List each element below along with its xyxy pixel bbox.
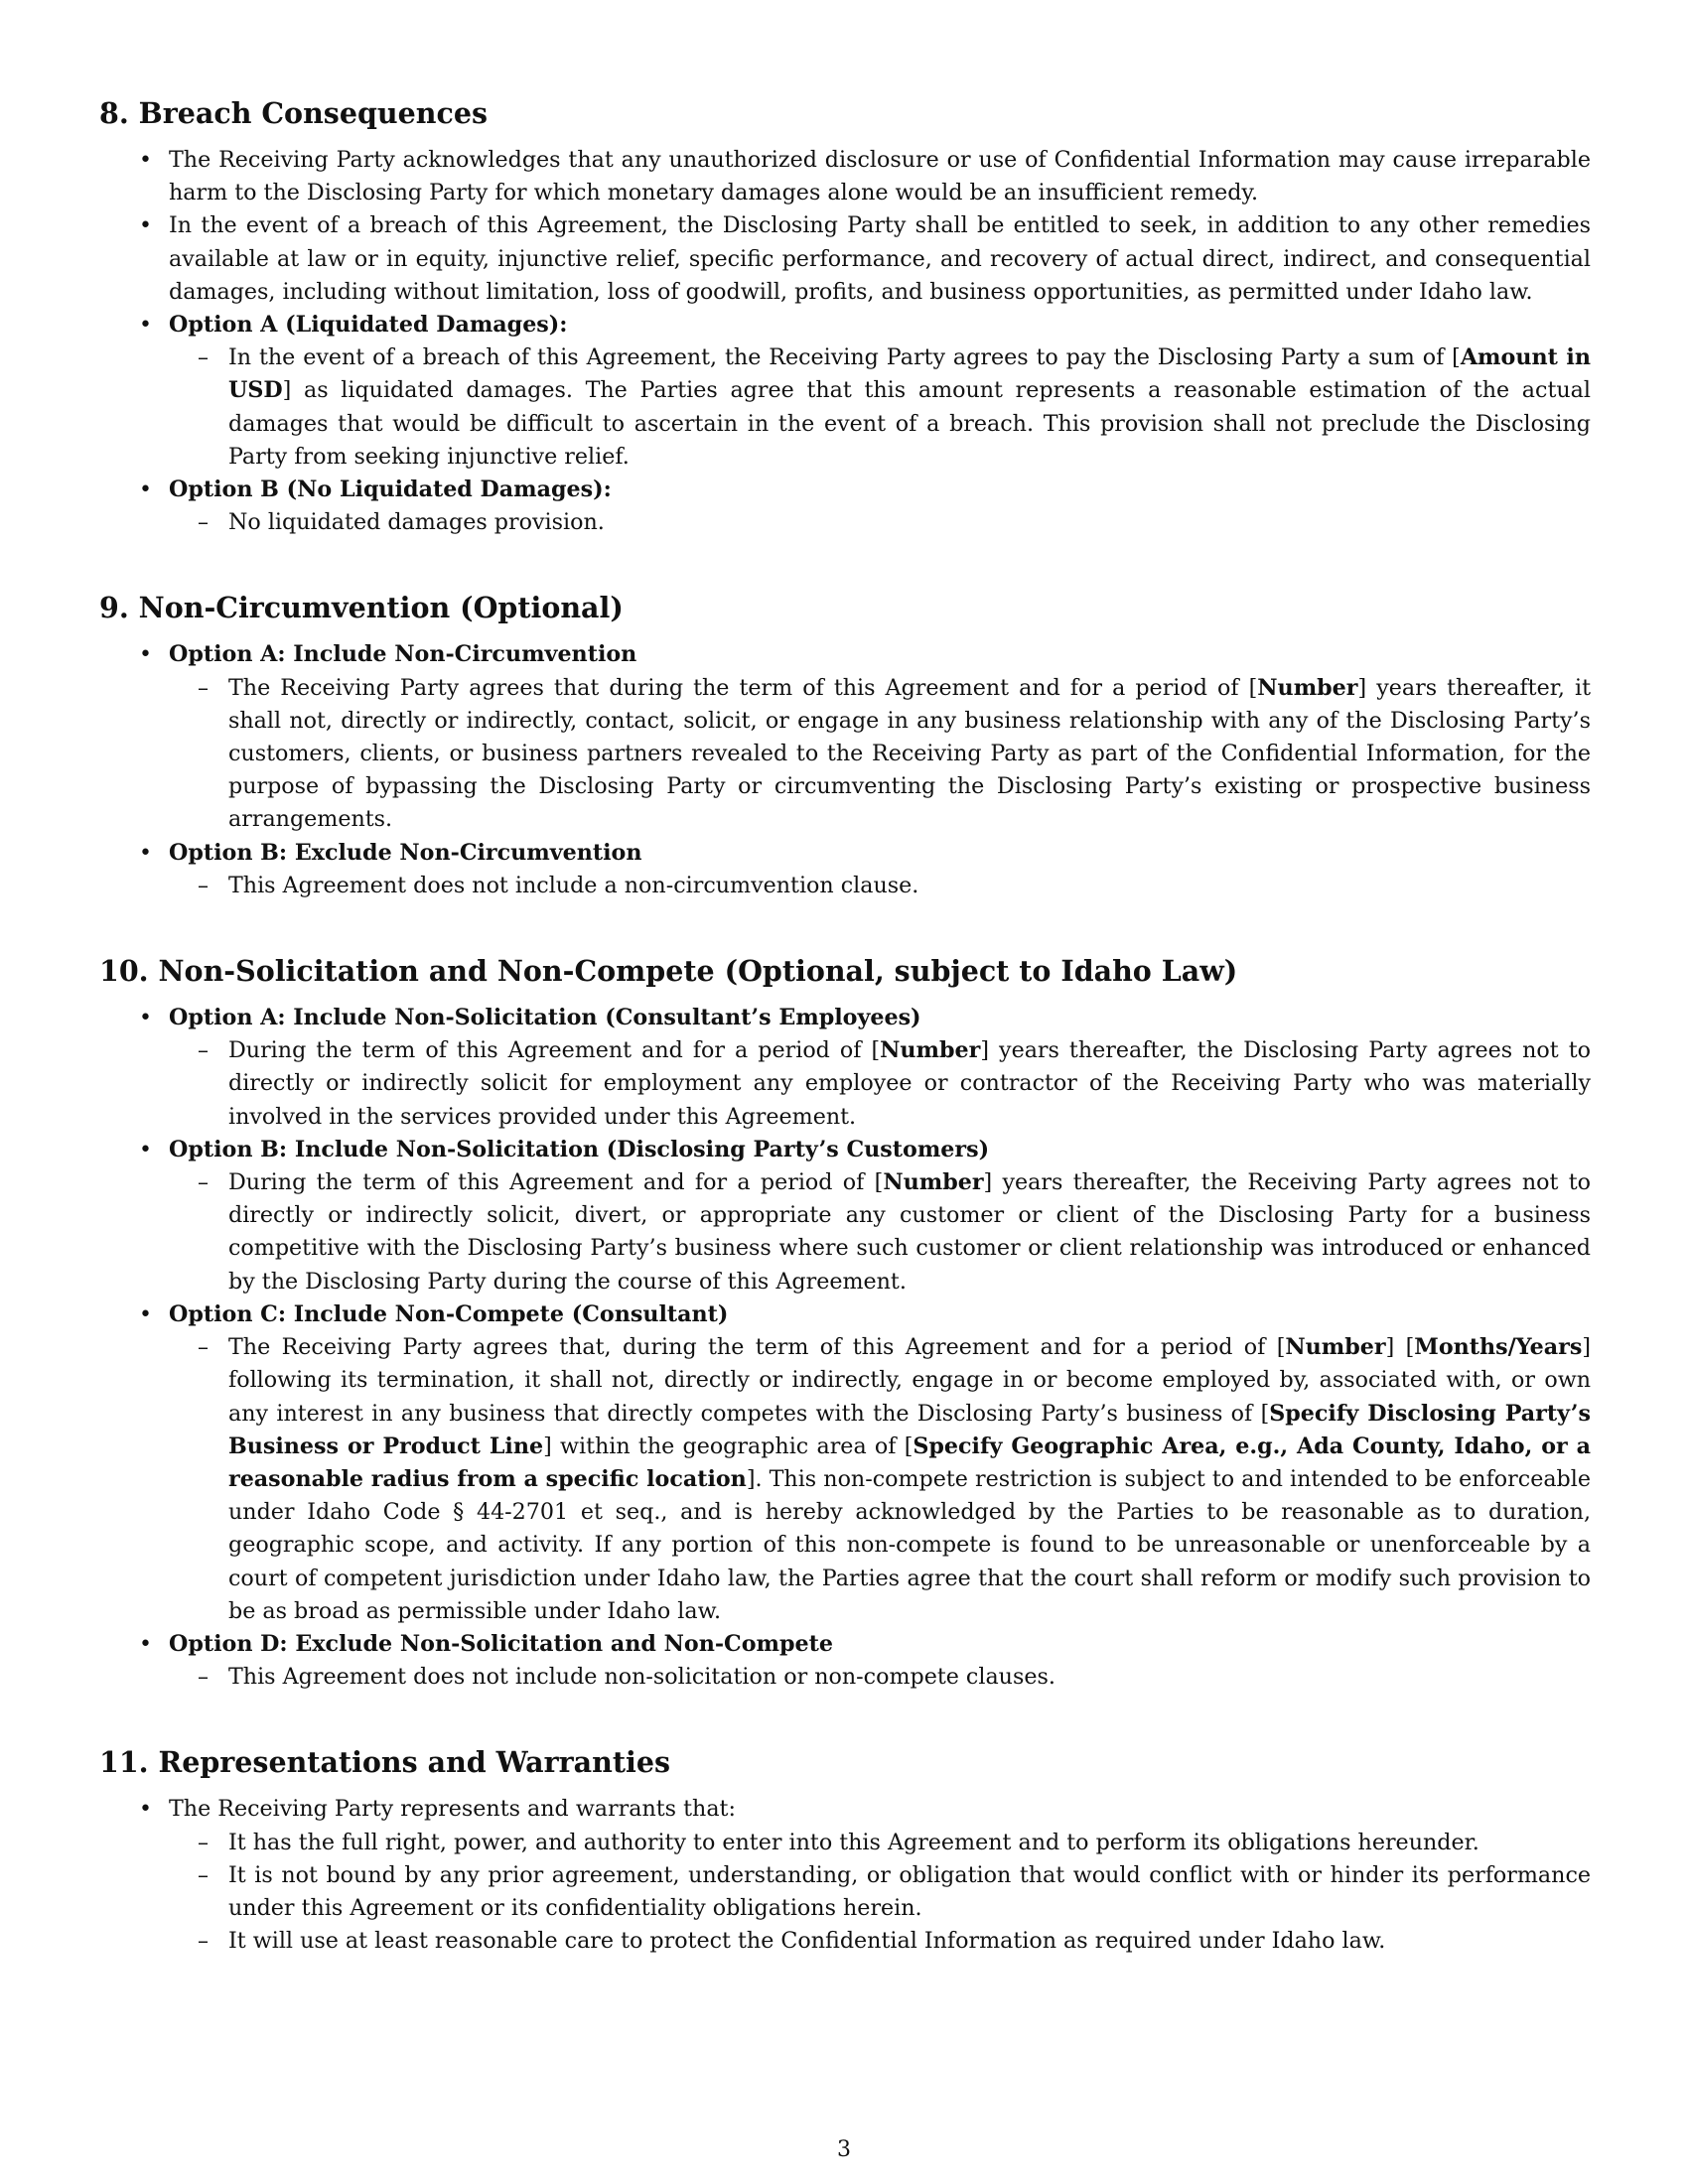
placeholder-field: Amount in USD	[228, 344, 1591, 404]
sub-list-item	[169, 506, 1591, 539]
paragraph: • In the event of a breach of this Agreement, the Disclosing Party shall be entitled to seek, in addition to any other remedies available at law or in equity, injunctive relief, specific performance, and recovery of actual direct, indirect, and consequential damages, including without limitation, loss of goodwill, profits, and business opportunities, as permitted under Idaho law.	[169, 212, 1591, 305]
sub-list	[169, 1166, 1591, 1298]
list-item	[99, 1298, 1591, 1628]
sub-list	[169, 1331, 1591, 1628]
list-item	[99, 1134, 1591, 1298]
section-heading: 8. Breach Consequences	[99, 96, 488, 130]
sub-list-item	[169, 1166, 1591, 1298]
sub-list	[169, 1034, 1591, 1134]
list-item	[99, 209, 1591, 309]
sub-list	[169, 1661, 1591, 1694]
option-label: • Option B: Include Non-Solicitation (Disclosing Party’s Customers)	[169, 1136, 990, 1162]
section-non-solicitation	[99, 951, 1591, 1694]
paragraph: – In the event of a breach of this Agreement, the Receiving Party agrees to pay the Disclosing Party a sum of [Amount in USD] as liquidated damages. The Parties agree that this amount represents a reasonable estimation of the actual damages that would be difficult to ascertain in the event of a breach. This provision shall not preclude the Disclosing Party from seeking injunctive relief.	[228, 344, 1591, 470]
section-heading: 11. Representations and Warranties	[99, 1745, 671, 1780]
placeholder-field: Number	[883, 1169, 984, 1196]
document-page	[99, 93, 1591, 2006]
bullet-list	[99, 1002, 1591, 1694]
sub-list	[169, 341, 1591, 474]
paragraph: – It is not bound by any prior agreement, understanding, or obligation that would conflict with or hinder its performance under this Agreement or its confidentiality obligations herein.	[228, 1861, 1591, 1921]
option-label: • Option A (Liquidated Damages):	[169, 312, 568, 339]
section-representations-warranties	[99, 1742, 1591, 1958]
bullet-list	[99, 638, 1591, 902]
section-non-circumvention	[99, 588, 1591, 902]
sub-list-item	[169, 1661, 1591, 1694]
paragraph: – It has the full right, power, and authority to enter into this Agreement and to perform its obligations hereunder.	[228, 1829, 1479, 1855]
sub-list	[169, 506, 1591, 539]
sub-list	[169, 672, 1591, 837]
list-item	[99, 309, 1591, 474]
paragraph: • The Receiving Party represents and warrants that:	[169, 1796, 736, 1823]
sub-list-item	[169, 1859, 1591, 1925]
placeholder-field: Number	[880, 1037, 981, 1064]
option-label: • Option B (No Liquidated Damages):	[169, 477, 612, 503]
list-item	[99, 1793, 1591, 1958]
list-item	[99, 1002, 1591, 1134]
sub-list	[169, 870, 1591, 902]
list-item	[99, 837, 1591, 902]
list-item	[99, 638, 1591, 836]
section-heading: 9. Non-Circumvention (Optional)	[99, 591, 624, 625]
list-item	[99, 144, 1591, 209]
sub-list-item	[169, 870, 1591, 902]
option-label: • Option D: Exclude Non-Solicitation and Non-Compete	[169, 1630, 833, 1657]
placeholder-field: Specify Geographic Area, e.g., Ada County, Idaho, or a reasonable radius from a specific location	[228, 1433, 1591, 1492]
paragraph: – During the term of this Agreement and for a period of [Number] years thereafter, the Disclosing Party agrees not to directly or indirectly solicit for employment any employee or contractor of the Receiving Party who was materially involved in the services provided under this Agreement.	[228, 1037, 1591, 1130]
sub-list	[169, 1827, 1591, 1959]
paragraph: – During the term of this Agreement and for a period of [Number] years thereafter, the Receiving Party agrees not to directly or indirectly solicit, divert, or appropriate any customer or client of the Disclosing Party for a business competitive with the Disclosing Party’s business where such customer or client relationship was introduced or enhanced by the Disclosing Party during the course of this Agreement.	[228, 1169, 1591, 1295]
paragraph: – This Agreement does not include a non-circumvention clause.	[228, 872, 919, 898]
placeholder-field: Months/Years	[1414, 1334, 1583, 1361]
page-number: 3	[837, 2137, 851, 2162]
list-item	[99, 474, 1591, 539]
sub-list-item	[169, 341, 1591, 474]
paragraph: – The Receiving Party agrees that, during the term of this Agreement and for a period of [Number] [Months/Years] following its termination, it shall not, directly or indirectly, engage in or become employed by, associated with, or own any interest in any business that directly competes with the Disclosing Party’s business of [Specify Disclosing Party’s Business or Product Line] within the geographic area of [Specify Geographic Area, e.g., Ada County, Idaho, or a reasonable radius from a specific location]. This non-compete restriction is subject to and intended to be enforceable under Idaho Code § 44-2701 et seq., and is hereby acknowledged by the Parties to be reasonable as to duration, geographic scope, and activity. If any portion of this non-compete is found to be unreasonable or unenforceable by a court of competent jurisdiction under Idaho law, the Parties agree that the court shall reform or modify such provision to be as broad as permissible under Idaho law.	[228, 1334, 1592, 1624]
sub-list-item	[169, 1034, 1591, 1134]
section-heading: 10. Non-Solicitation and Non-Compete (Optional, subject to Idaho Law)	[99, 954, 1238, 989]
option-label: • Option B: Exclude Non-Circumvention	[169, 839, 642, 866]
paragraph: • The Receiving Party acknowledges that any unauthorized disclosure or use of Confidential Information may cause irreparable harm to the Disclosing Party for which monetary damages alone would be an insufficient remedy.	[169, 147, 1591, 206]
bullet-list	[99, 144, 1591, 539]
paragraph: – The Receiving Party agrees that during the term of this Agreement and for a period of [Number] years thereafter, it shall not, directly or indirectly, contact, solicit, or engage in any business relationship with any of the Disclosing Party’s customers, clients, or business partners revealed to the Receiving Party as part of the Confidential Information, for the purpose of bypassing the Disclosing Party or circumventing the Disclosing Party’s existing or prospective business arrangements.	[228, 674, 1591, 833]
placeholder-field: Number	[1285, 1334, 1386, 1361]
list-item	[99, 1628, 1591, 1694]
section-breach-consequences	[99, 93, 1591, 539]
paragraph: – This Agreement does not include non-solicitation or non-compete clauses.	[228, 1664, 1055, 1691]
sub-list-item	[169, 1331, 1591, 1628]
option-label: • Option A: Include Non-Solicitation (Consultant’s Employees)	[169, 1005, 921, 1031]
paragraph: – No liquidated damages provision.	[228, 509, 605, 536]
sub-list-item	[169, 672, 1591, 837]
paragraph: – It will use at least reasonable care to protect the Confidential Information as required under Idaho law.	[228, 1928, 1386, 1955]
sub-list-item	[169, 1827, 1591, 1859]
placeholder-field: Number	[1257, 674, 1358, 701]
option-label: • Option C: Include Non-Compete (Consultant)	[169, 1300, 729, 1327]
sub-list-item	[169, 1925, 1591, 1958]
option-label: • Option A: Include Non-Circumvention	[169, 641, 637, 668]
bullet-list	[99, 1793, 1591, 1958]
placeholder-field: Specify Disclosing Party’s Business or Product Line	[228, 1400, 1592, 1459]
